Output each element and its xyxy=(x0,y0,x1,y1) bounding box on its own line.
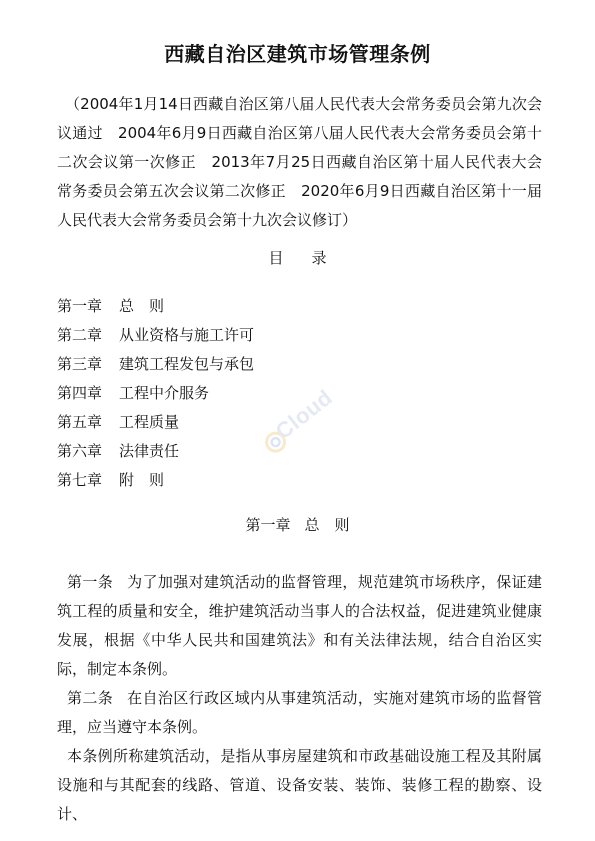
toc-chapter-title: 工程质量 xyxy=(119,413,180,431)
article-paragraph xyxy=(57,742,542,829)
toc-item xyxy=(57,292,537,321)
article-paragraph xyxy=(57,684,542,742)
chapter-heading xyxy=(0,514,595,536)
article-text: 本条例所称建筑活动，是指从事房屋建筑和市政基础设施工程及其附属设施和与其配套的线路、管道、设备安装、装饰、装修工程的勘察、设计、 xyxy=(57,747,542,823)
toc-heading-right: 录 xyxy=(311,249,327,267)
toc-chapter-title: 总 则 xyxy=(119,297,165,315)
chapter-body xyxy=(57,568,542,829)
toc-chapter-number: 第四章 xyxy=(57,384,103,402)
toc-chapter-title: 法律责任 xyxy=(119,442,180,460)
article-text: 为了加强对建筑活动的监督管理，规范建筑市场秩序，保证建筑工程的质量和安全，维护建筑活动当事人的合法权益，促进建筑业健康发展，根据《中华人民共和国建筑法》和有关法律法规，结合自治区实际，制定本条例。 xyxy=(57,573,542,678)
toc-item xyxy=(57,321,537,350)
toc-chapter-number: 第一章 xyxy=(57,297,103,315)
article-number: 第一条 xyxy=(67,573,114,591)
chapter-title: 总 则 xyxy=(304,516,350,534)
toc-chapter-title: 工程中介服务 xyxy=(119,384,210,402)
article-text: 在自治区行政区域内从事建筑活动，实施对建筑市场的监督管理，应当遵守本条例。 xyxy=(57,689,542,736)
toc-chapter-title: 从业资格与施工许可 xyxy=(119,326,255,344)
toc-chapter-number: 第六章 xyxy=(57,442,103,460)
toc-chapter-number: 第三章 xyxy=(57,355,103,373)
toc-heading xyxy=(0,248,595,268)
toc-chapter-title: 附 则 xyxy=(119,471,165,489)
watermark-text: Cloud xyxy=(270,384,338,445)
chapter-number: 第一章 xyxy=(245,516,291,534)
document-title: 西藏自治区建筑市场管理条例 xyxy=(164,42,431,66)
toc-chapter-number: 第七章 xyxy=(57,471,103,489)
toc-chapter-title: 建筑工程发包与承包 xyxy=(119,355,255,373)
adoption-history: （2004年1月14日西藏自治区第八届人民代表大会常务委员会第九次会议通过 2004年6月9日西藏自治区第八届人民代表大会常务委员会第十二次会议第一次修正 2013年7月25日西藏自治区第十届人民代表大会常务委员会第五次会议第二次修正 2020年6月9日西藏自治区第十一届人民代表大会常务委员会第十九次会议修订） xyxy=(57,95,542,229)
article-number: 第二条 xyxy=(67,689,114,707)
toc-chapter-number: 第二章 xyxy=(57,326,103,344)
toc-heading-left: 目 xyxy=(268,249,284,267)
article-paragraph xyxy=(57,568,542,684)
toc-chapter-number: 第五章 xyxy=(57,413,103,431)
